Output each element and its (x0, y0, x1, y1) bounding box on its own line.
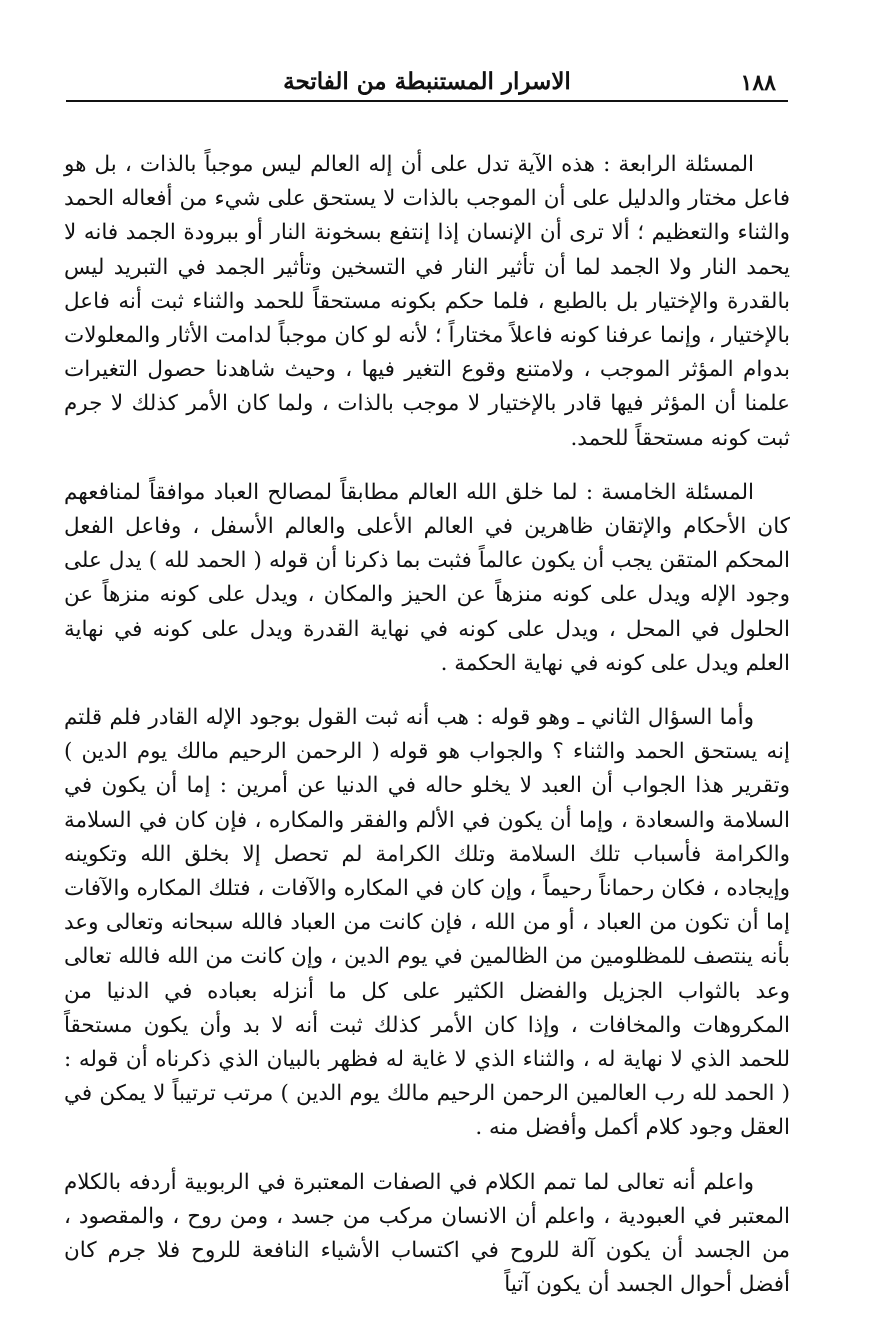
paragraph-masala-5: المسئلة الخامسة : لما خلق الله العالم مطابقاً لمصالح العباد موافقاً لمنافعهم كان الأحكام والإتقان ظاهرين في العالم الأعلى والعالم الأسفل ، وفاعل الفعل المحكم المتقن يجب أن يكون عالماً فثبت بما ذكرنا أن قوله ( الحمد لله ) يدل على وجود الإله ويدل على كونه منزهاً عن الحيز والمكان ، ويدل على كونه منزهاً عن الحلول في المحل ، ويدل على كونه في نهاية القدرة ويدل على كونه في نهاية العلم ويدل على كونه في نهاية الحكمة . (64, 479, 790, 676)
running-title: الاسرار المستنبطة من الفاتحة (283, 68, 571, 95)
paragraph-worship: واعلم أنه تعالى لما تمم الكلام في الصفات المعتبرة في الربوبية أردفه بالكلام المعتبر في العبودية ، واعلم أن الانسان مركب من جسد ، ومن روح ، والمقصود ، من الجسد أن يكون آلة للروح في اكتساب الأشياء النافعة للروح فلا جرم كان أفضل أحوال الجسد أن يكون آتياً (64, 1169, 790, 1298)
page-number: ١٨٨ (740, 70, 776, 96)
paragraph-masala-4: المسئلة الرابعة : هذه الآية تدل على أن إله العالم ليس موجباً بالذات ، بل هو فاعل مختار والدليل على أن الموجب بالذات لا يستحق على شيء من أفعاله الحمد والثناء والتعظيم ؛ ألا ترى أن الإنسان إذا إنتفع بسخونة النار أو ببرودة الجمد فانه لا يحمد النار ولا الجمد لما أن تأثير النار في التسخين وتأثير الجمد في التبريد ليس بالقدرة والإختيار بل بالطبع ، فلما حكم بكونه مستحقاً للحمد والثناء ثبت أنه فاعل بالإختيار ، وإنما عرفنا كونه فاعلاً مختاراً ؛ لأنه لو كان موجباً لدامت الأثار والمعلولات بدوام المؤثر الموجب ، ولامتنع وقوع التغير فيها ، وحيث شاهدنا حصول التغيرات علمنا أن المؤثر فيها قادر بالإختيار لا موجب بالذات ، ولما كان الأمر كذلك لا جرم ثبت كونه مستحقاً للحمد. (64, 152, 791, 451)
paragraph-second-question: وأما السؤال الثاني ـ وهو قوله : هب أنه ثبت القول بوجود الإله القادر فلم قلتم إنه يستحق الحمد والثناء ؟ والجواب هو قوله ( الرحمن الرحيم مالك يوم الدين ) وتقرير هذا الجواب أن العبد لا يخلو حاله في الدنيا عن أمرين : إما أن يكون في السلامة والسعادة ، وإما أن يكون في الألم والفقر والمكاره ، فإن كان في السلامة والكرامة فأسباب تلك السلامة وتلك الكرامة لم تحصل إلا بخلق الله وتكوينه وإيجاده ، فكان رحماناً رحيماً ، وإن كان في المكاره والآفات ، فتلك المكاره والآفات إما أن تكون من العباد ، أو من الله ، فإن كانت من العباد فالله سبحانه وتعالى وعد بأنه ينتصف للمظلومين من الظالمين في يوم الدين ، وإن كانت من الله فالله تعالى وعد بالثواب الجزيل والفضل الكثير على كل ما أنزله بعباده في الدنيا من المكروهات والمخافات ، وإذا كان الأمر كذلك ثبت أنه لا بد وأن يكون مستحقاً للحمد الذي لا نهاية له ، والثناء الذي لا غاية له فظهر بالبيان الذي ذكرناه أن قوله : ( الحمد لله رب العالمين الرحمن الرحيم مالك يوم الدين ) مرتب ترتيباً لا يمكن في العقل وجود كلام أكمل وأفضل منه . (64, 705, 790, 1141)
page-header (66, 62, 788, 102)
body-text (64, 148, 790, 1323)
